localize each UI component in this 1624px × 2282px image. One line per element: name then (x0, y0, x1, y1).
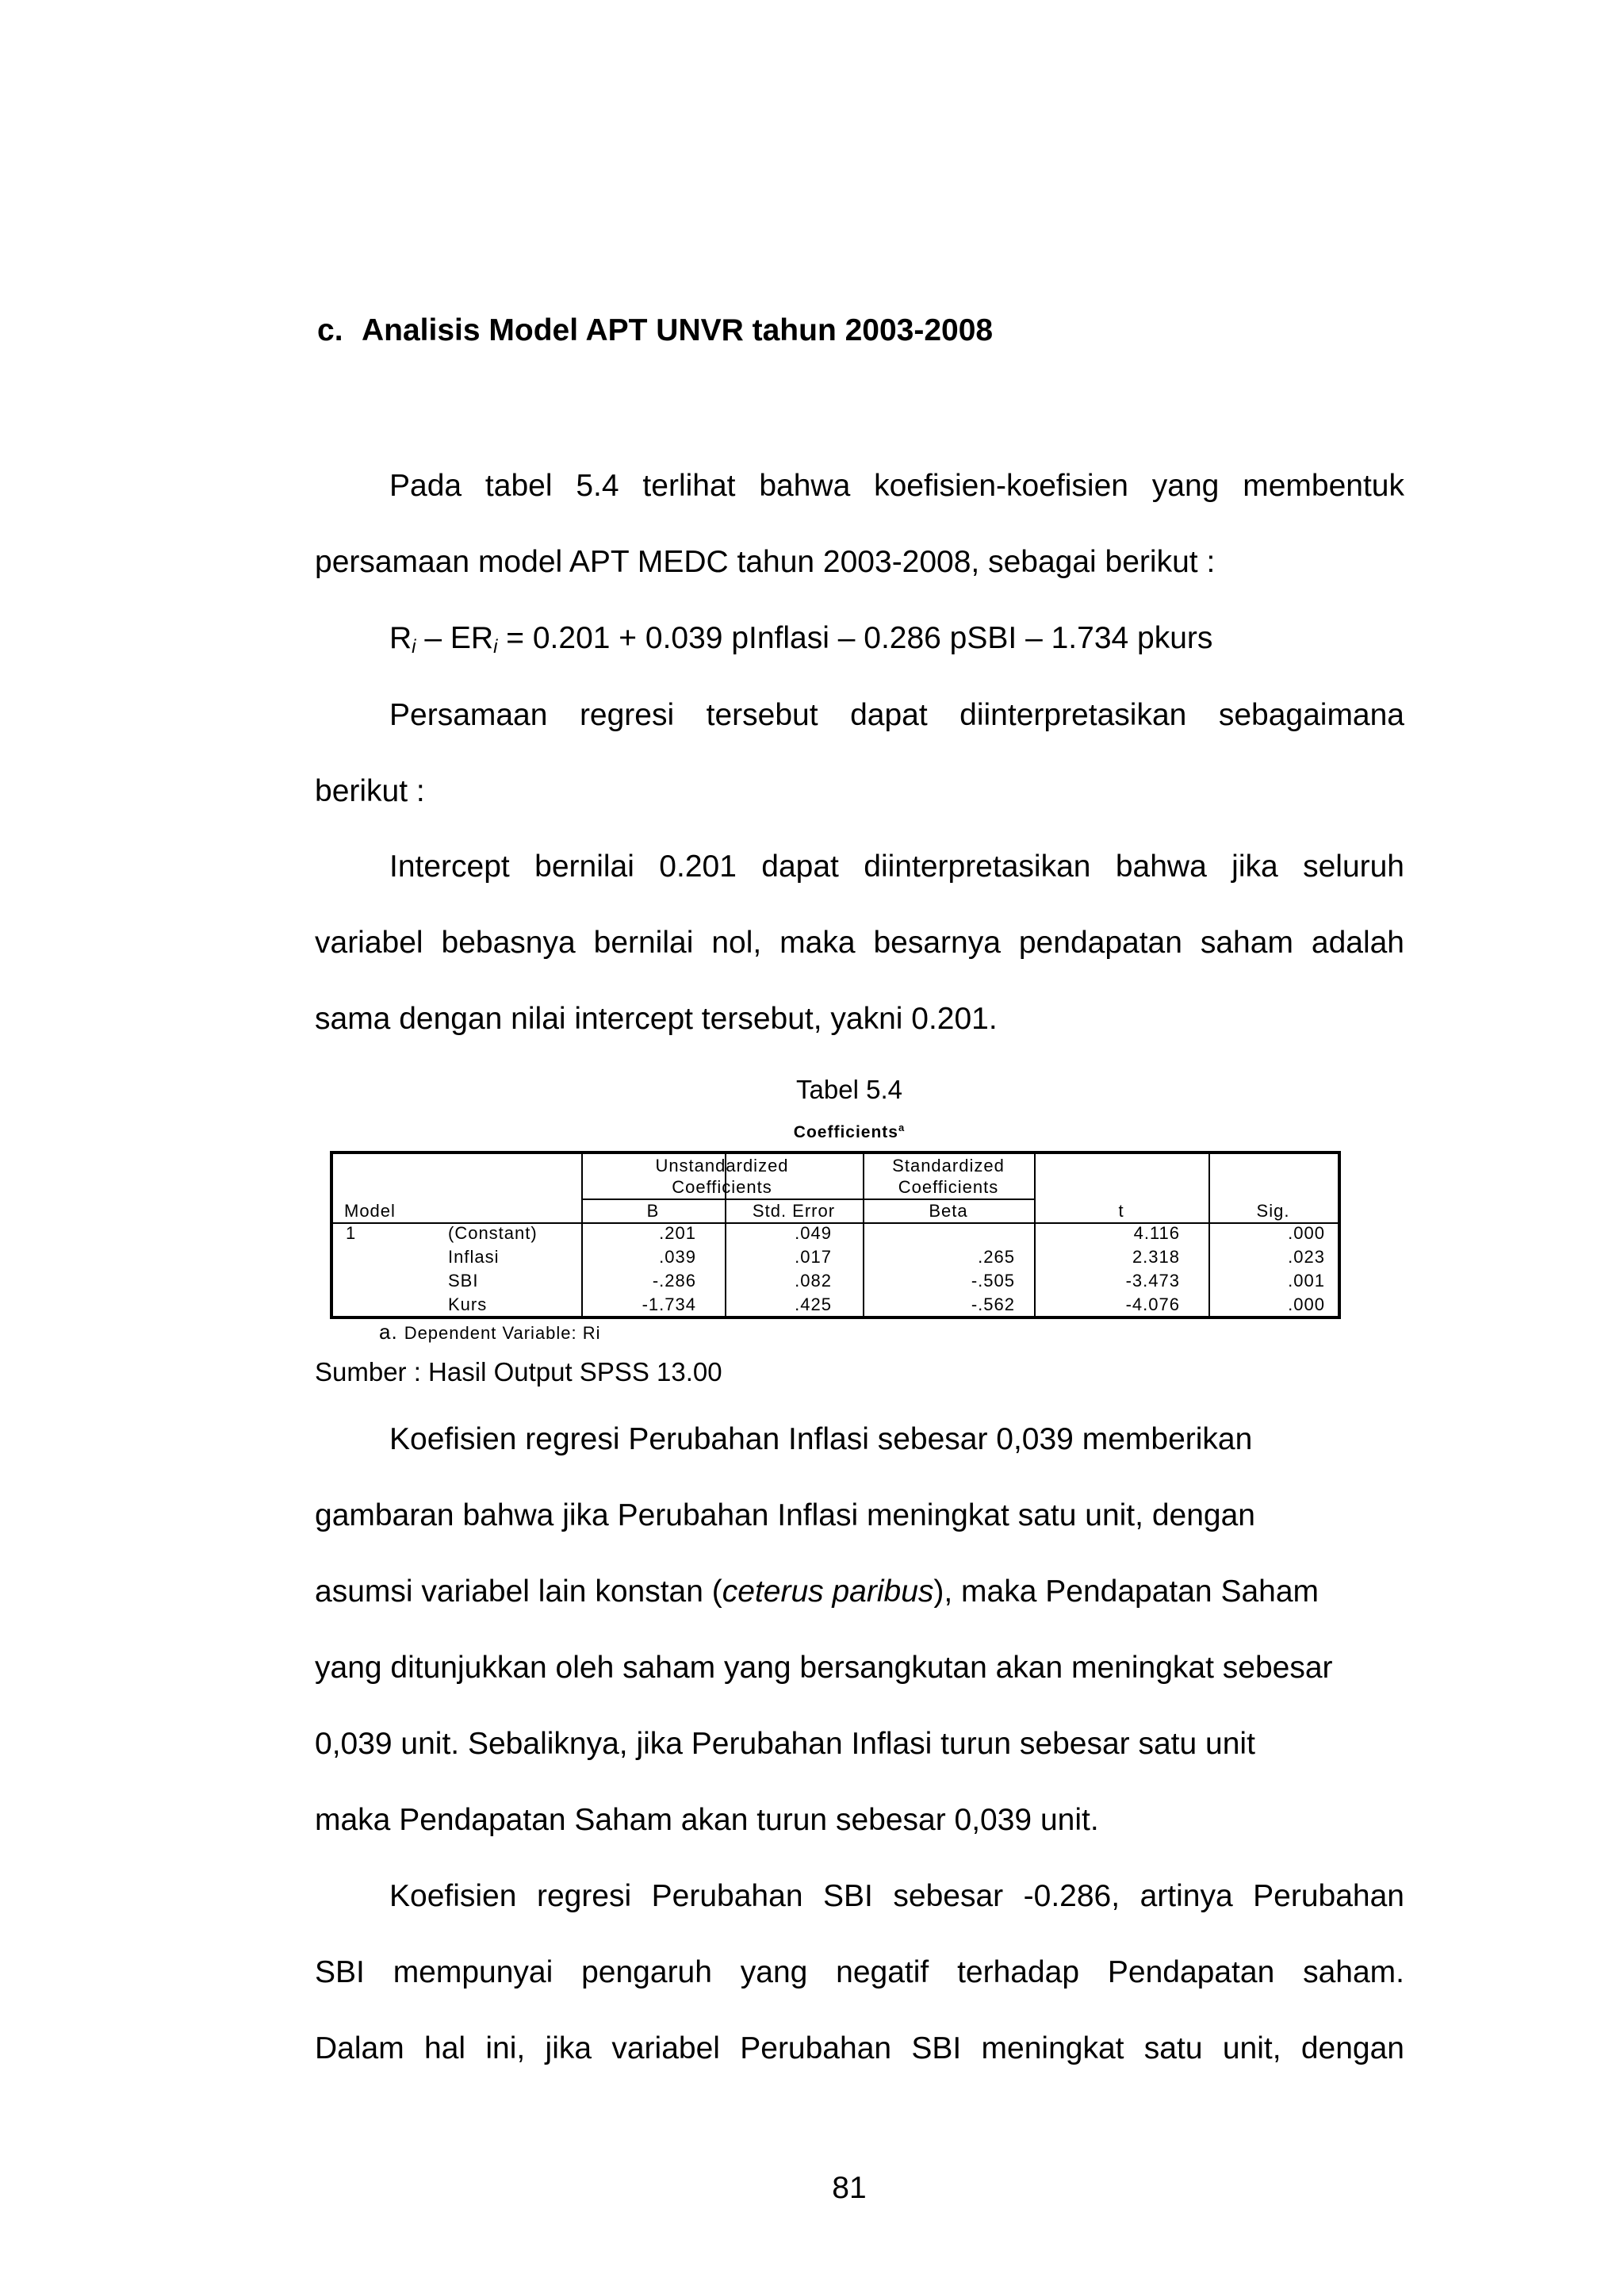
cell-std-error: .082 (795, 1271, 832, 1291)
cell-b: .039 (659, 1247, 696, 1267)
paragraph-line: berikut : (315, 774, 425, 808)
paragraph-line: 0,039 unit. Sebaliknya, jika Perubahan Inflasi turun sebesar satu unit (315, 1727, 1255, 1761)
row-label: Kurs (448, 1294, 488, 1314)
cell-beta: -.505 (971, 1271, 1015, 1291)
cell-t: -4.076 (1125, 1294, 1180, 1314)
cell-beta: -.562 (971, 1294, 1015, 1314)
cell-b: -1.734 (642, 1294, 696, 1314)
cell-t: 2.318 (1132, 1247, 1180, 1267)
cell-std-error: .049 (795, 1223, 832, 1243)
cell-b: -.286 (652, 1271, 696, 1291)
paragraph-line: Koefisien regresi Perubahan SBI sebesar -0.286, artinya Perubahan (389, 1879, 1404, 1913)
paragraph-line: persamaan model APT MEDC tahun 2003-2008, sebagai berikut : (315, 545, 1216, 579)
paragraph-line: sama dengan nilai intercept tersebut, yakni 0.201. (315, 1002, 998, 1036)
paragraph-line: asumsi variabel lain konstan (ceterus paribus), maka Pendapatan Saham (315, 1574, 1320, 1609)
cell-sig: .023 (1288, 1247, 1325, 1267)
header-unstandardized: Unstandardized (655, 1156, 789, 1176)
paragraph-line: gambaran bahwa jika Perubahan Inflasi meningkat satu unit, dengan (315, 1498, 1255, 1532)
cell-sig: .001 (1288, 1271, 1325, 1291)
table-title: Coefficients$^a$ (793, 1122, 906, 1141)
row-label: Inflasi (448, 1247, 500, 1267)
regression-equation: $R_i - ER_i = 0.201 + 0.039$ pInflasi – 0.286 pSBI – 1.734 pkurs (389, 621, 1213, 658)
col-header-b: B (646, 1201, 660, 1221)
paragraph-line: Koefisien regresi Perubahan Inflasi sebesar 0,039 memberikan (389, 1422, 1253, 1456)
paragraph-line: yang ditunjukkan oleh saham yang bersangkutan akan meningkat sebesar (315, 1651, 1333, 1685)
page-number: 81 (832, 2171, 867, 2205)
cell-std-error: .425 (795, 1294, 832, 1314)
paragraph-line: maka Pendapatan Saham akan turun sebesar 0,039 unit. (315, 1803, 1099, 1837)
table-footnote: a. Dependent Variable: Ri (379, 1320, 601, 1344)
section-heading (317, 311, 993, 351)
cell-b: .201 (659, 1223, 696, 1243)
col-header-beta: Beta (929, 1201, 968, 1221)
col-header-t: t (1118, 1201, 1124, 1221)
coefficients-table (330, 1151, 1341, 1319)
model-number: 1 (346, 1223, 357, 1243)
cell-t: -3.473 (1125, 1271, 1180, 1291)
row-label: (Constant) (448, 1223, 538, 1243)
table-caption: Tabel 5.4 (796, 1075, 902, 1104)
paragraph-line: variabel bebasnya bernilai nol, maka besarnya pendapatan saham adalah (315, 926, 1404, 960)
header-standardized: Coefficients (898, 1177, 999, 1197)
header-unstandardized: Coefficients (672, 1177, 772, 1197)
cell-sig: .000 (1288, 1294, 1325, 1314)
header-standardized: Standardized (892, 1156, 1005, 1176)
section-title: Analisis Model APT UNVR tahun 2003-2008 (362, 313, 994, 347)
section-letter: c. (317, 313, 343, 347)
cell-beta: .265 (978, 1247, 1015, 1267)
row-label: SBI (448, 1271, 479, 1291)
paragraph-line: Intercept bernilai 0.201 dapat diinterpretasikan bahwa jika seluruh (389, 850, 1404, 884)
table-source: Sumber : Hasil Output SPSS 13.00 (315, 1357, 722, 1386)
paragraph-line: Dalam hal ini, jika variabel Perubahan SBI meningkat satu unit, dengan (315, 2031, 1404, 2065)
paragraph-line: Pada tabel 5.4 terlihat bahwa koefisien-koefisien yang membentuk (389, 469, 1404, 503)
cell-sig: .000 (1288, 1223, 1325, 1243)
paragraph-line: SBI mempunyai pengaruh yang negatif terhadap Pendapatan saham. (315, 1955, 1404, 1989)
paragraph-line: Persamaan regresi tersebut dapat diinterpretasikan sebagaimana (389, 698, 1404, 732)
cell-std-error: .017 (795, 1247, 832, 1267)
col-header-std-error: Std. Error (752, 1201, 836, 1221)
col-header-sig: Sig. (1256, 1201, 1290, 1221)
cell-t: 4.116 (1133, 1223, 1180, 1243)
table-divider (581, 1199, 1034, 1200)
col-header-model: Model (344, 1201, 396, 1221)
